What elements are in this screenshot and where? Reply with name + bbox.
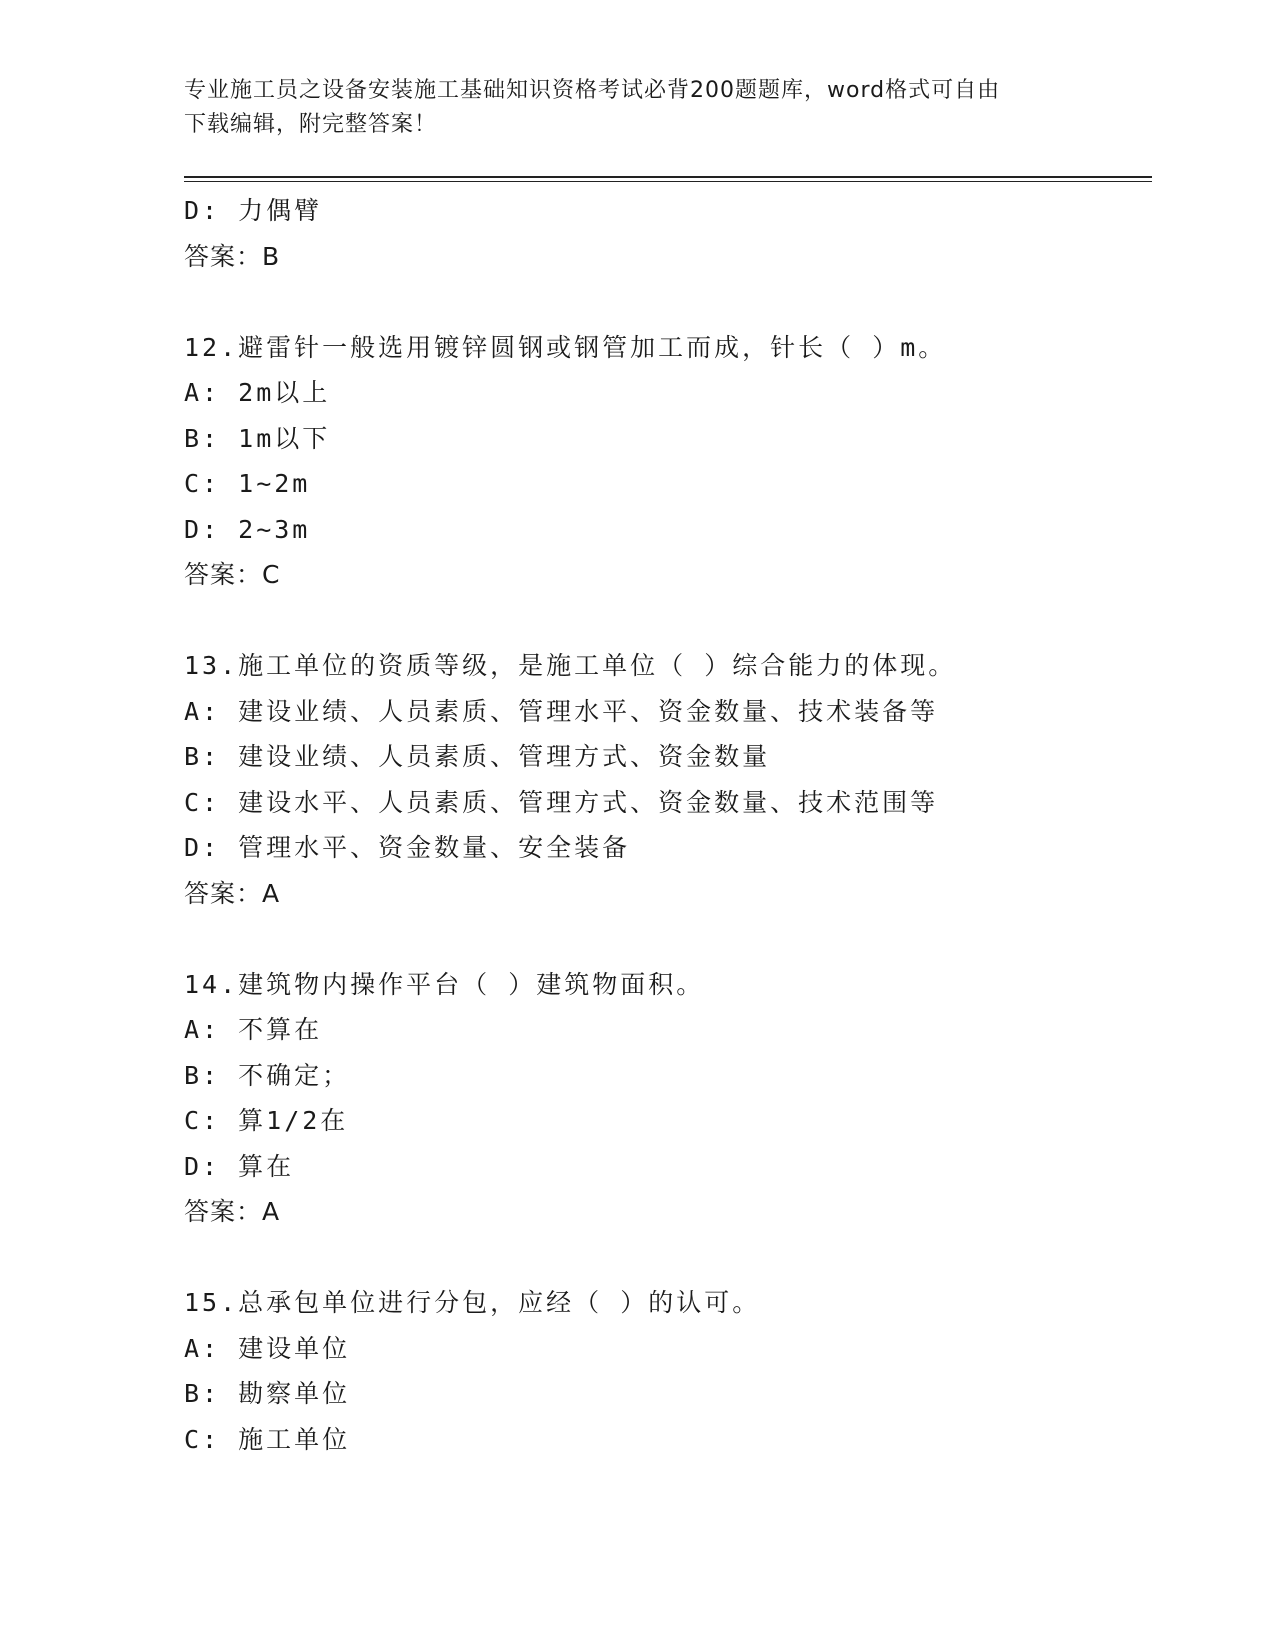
document-header	[184, 74, 1064, 142]
previous-question-tail	[184, 188, 1144, 279]
option-a: A: 建设业绩、人员素质、管理水平、资金数量、技术装备等	[184, 696, 939, 726]
option-a: A: 建设单位	[184, 1333, 351, 1363]
header-divider-thin	[184, 181, 1152, 182]
option-b: B: 勘察单位	[184, 1379, 351, 1408]
header-line-1: 专业施工员之设备安装施工基础知识资格考试必背200题题库，word格式可自由	[184, 78, 1001, 103]
option-a: A: 不算在	[184, 1015, 323, 1044]
question-stem: 12.避雷针一般选用镀锌圆钢或钢管加工而成，针长（ ）m。	[184, 332, 947, 362]
question-stem: 14.建筑物内操作平台（ ）建筑物面积。	[184, 969, 705, 999]
option-c: C: 1~2m	[184, 469, 311, 498]
header-line-2: 下载编辑，附完整答案！	[184, 112, 438, 137]
option-d: D: 管理水平、资金数量、安全装备	[184, 833, 631, 862]
spacer	[184, 598, 1144, 644]
question-15	[184, 1280, 1144, 1462]
question-14	[184, 962, 1144, 1235]
spacer	[184, 279, 1144, 325]
option-a: A: 2m以上	[184, 378, 331, 407]
option-d: D: 2~3m	[184, 514, 311, 544]
option-c: C: 算1/2在	[184, 1106, 349, 1135]
answer-line: 答案：C	[184, 560, 281, 589]
option-c: C: 建设水平、人员素质、管理方式、资金数量、技术范围等	[184, 787, 939, 817]
spacer	[184, 1235, 1144, 1281]
option-d: D: 算在	[184, 1151, 295, 1181]
option-c: C: 施工单位	[184, 1424, 351, 1454]
question-12	[184, 325, 1144, 598]
question-content	[184, 188, 1144, 1462]
answer-line: 答案：B	[184, 241, 281, 271]
option-b: B: 不确定；	[184, 1060, 351, 1090]
header-divider-thick	[184, 176, 1152, 178]
answer-line: 答案：A	[184, 878, 281, 908]
option-b: B: 1m以下	[184, 423, 331, 453]
option-b: B: 建设业绩、人员素质、管理方式、资金数量	[184, 742, 771, 771]
option-d: D: 力偶臂	[184, 196, 323, 225]
question-stem: 13.施工单位的资质等级，是施工单位（ ）综合能力的体现。	[184, 651, 957, 680]
question-stem: 15.总承包单位进行分包，应经（ ）的认可。	[184, 1288, 761, 1317]
spacer	[184, 916, 1144, 962]
question-13	[184, 643, 1144, 916]
answer-line: 答案：A	[184, 1197, 281, 1226]
